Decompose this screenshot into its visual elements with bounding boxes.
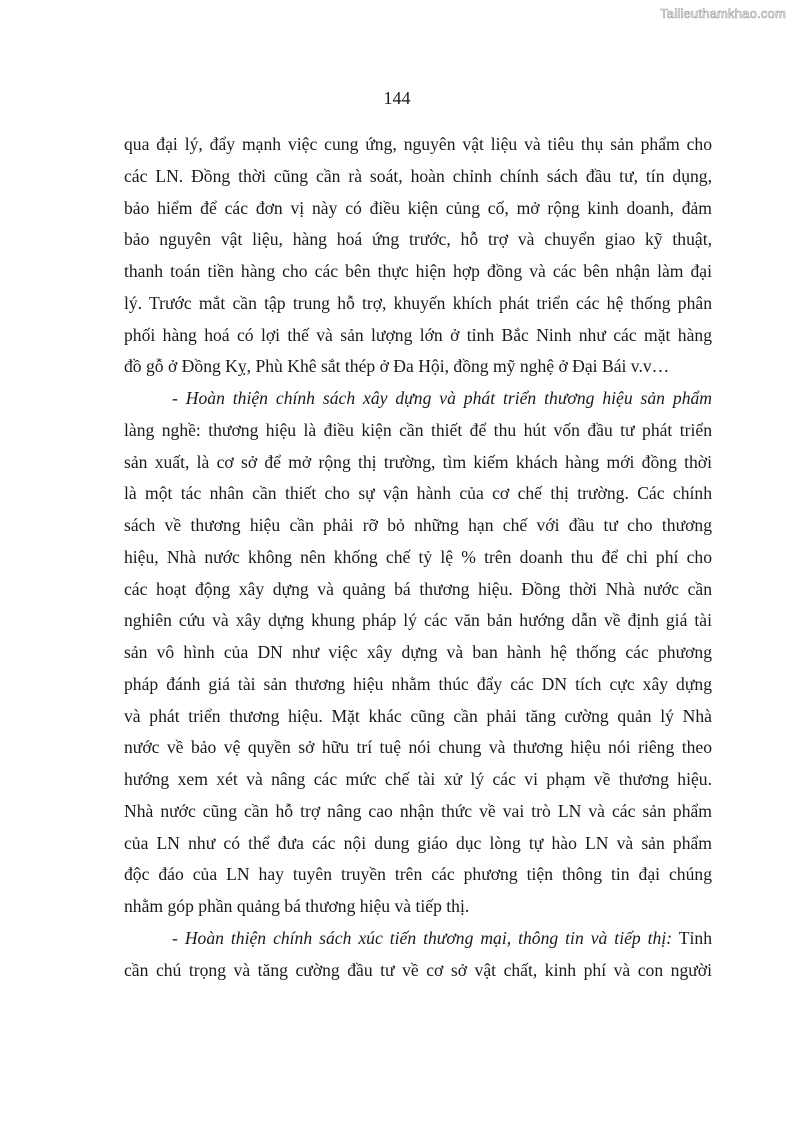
text-line: nhằm góp phần quảng bá thương hiệu và tiếp thị.	[124, 896, 470, 916]
heading-tail-text: Tỉnh	[672, 927, 712, 948]
document-body	[124, 129, 712, 986]
text-line: sản vô hình của DN như việc xây dựng và ban hành hệ thống các phương	[124, 642, 712, 662]
text-line: pháp đánh giá tài sản thương hiệu nhằm thúc đẩy các DN tích cực xây dựng	[124, 673, 712, 694]
text-line: thanh toán tiền hàng cho các bên thực hiện hợp đồng và các bên nhận làm đại	[124, 261, 712, 281]
paragraph-heading-line	[124, 923, 712, 955]
text-line: hiệu, Nhà nước không nên khống chế tỷ lệ % trên doanh thu để chi phí cho	[124, 546, 712, 567]
text-line: Nhà nước cũng cần hỗ trợ nâng cao nhận thức về vai trò LN và các sản phẩm	[124, 800, 712, 821]
text-line: của LN như có thể đưa các nội dung giáo dục lòng tự hào LN và sản phẩm	[124, 832, 712, 853]
text-line: bảo nguyên vật liệu, hàng hoá ứng trước, hỗ trợ và chuyển giao kỹ thuật,	[124, 229, 712, 250]
text-line: các hoạt động xây dựng và quảng bá thương hiệu. Đồng thời Nhà nước cần	[124, 578, 712, 599]
text-line: sản xuất, là cơ sở để mở rộng thị trường, tìm kiếm khách hàng mới đồng thời	[124, 451, 712, 472]
text-line: đồ gỗ ở Đồng Kỵ, Phù Khê sắt thép ở Đa Hội, đồng mỹ nghệ ở Đại Bái v.v…	[124, 356, 670, 377]
text-line: lý. Trước mắt cần tập trung hỗ trợ, khuyến khích phát triển các hệ thống phân	[124, 292, 712, 313]
paragraph-heading-italic: - Hoàn thiện chính sách xây dựng và phát triển thương hiệu sản phẩm	[172, 388, 712, 408]
text-line: độc đáo của LN hay tuyên truyền trên các phương tiện thông tin đại chúng	[124, 864, 712, 885]
paragraph-heading-italic: - Hoàn thiện chính sách xúc tiến thương mại, thông tin và tiếp thị:	[172, 927, 673, 948]
text-line: sách về thương hiệu cần phải rỡ bỏ những hạn chế với đầu tư cho thương	[124, 515, 712, 535]
paragraph-3	[124, 923, 712, 987]
text-line: bảo hiểm để các đơn vị này có điều kiện củng cố, mở rộng kinh doanh, đảm	[124, 197, 712, 218]
paragraph-2	[124, 383, 712, 923]
text-line: qua đại lý, đẩy mạnh việc cung ứng, nguyên vật liệu và tiêu thụ sản phẩm cho	[124, 134, 712, 154]
text-line: hướng xem xét và nâng các mức chế tài xử lý các vi phạm về thương hiệu.	[124, 769, 712, 789]
text-line: phối hàng hoá có lợi thế và sản lượng lớn ở tỉnh Bắc Ninh như các mặt hàng	[124, 324, 712, 345]
text-line: làng nghề: thương hiệu là điều kiện cần thiết để thu hút vốn đầu tư phát triển	[124, 419, 712, 440]
page-number: 144	[383, 88, 411, 108]
text-line: nước về bảo vệ quyền sở hữu trí tuệ nói chung và thương hiệu nói riêng theo	[124, 737, 712, 758]
text-line: là một tác nhân cần thiết cho sự vận hành của cơ chế thị trường. Các chính	[124, 483, 712, 504]
text-line: và phát triển thương hiệu. Mặt khác cũng cần phải tăng cường quản lý Nhà	[124, 705, 712, 726]
text-line: cần chú trọng và tăng cường đầu tư về cơ sở vật chất, kinh phí và con người	[124, 959, 712, 980]
watermark: Tailieuthamkhao.com	[660, 6, 786, 21]
text-line: các LN. Đồng thời cũng cần rà soát, hoàn chỉnh chính sách đầu tư, tín dụng,	[124, 165, 712, 186]
text-line: nghiên cứu và xây dựng khung pháp lý các văn bản hướng dẫn về định giá tài	[124, 610, 712, 631]
paragraph-1	[124, 129, 712, 383]
